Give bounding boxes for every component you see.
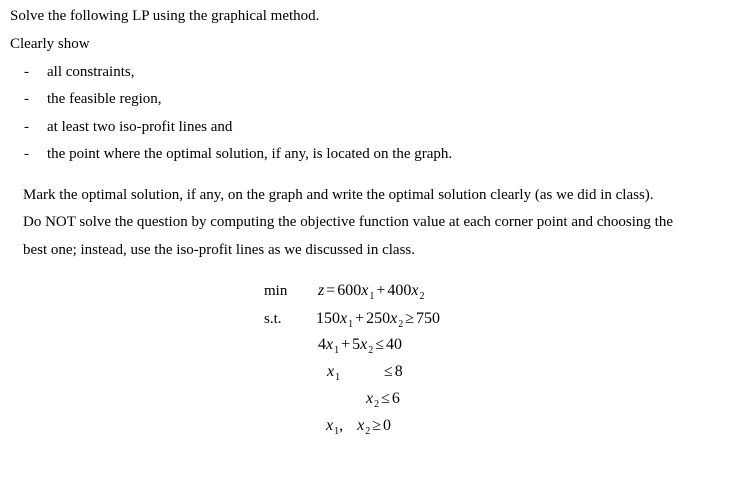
constraint-3-variable [327, 363, 340, 387]
plus-sign: + [355, 310, 365, 327]
variable: x [340, 310, 348, 327]
intro-line-2: Clearly show [10, 36, 90, 52]
bullet-dash: - [24, 91, 29, 107]
list-item: the feasible region, [47, 91, 162, 107]
coefficient: 5 [352, 336, 361, 353]
subscript: 1 [348, 319, 354, 330]
intro-line-1: Solve the following LP using the graphical method. [10, 8, 320, 24]
subscript: 2 [419, 291, 425, 302]
variable: x [357, 417, 365, 434]
coefficient: 250 [366, 310, 391, 327]
subscript: 1 [369, 291, 375, 302]
coefficient: 600 [337, 282, 362, 299]
variable: x [361, 282, 369, 299]
variable: x [366, 390, 374, 407]
plus-sign: + [376, 282, 386, 299]
constraint-1 [316, 310, 440, 334]
constraints-label: s.t. [264, 311, 282, 327]
coefficient: 4 [318, 336, 326, 353]
variable: x [411, 282, 419, 299]
bullet-dash: - [24, 119, 29, 135]
subscript: 2 [398, 319, 404, 330]
subscript: 2 [365, 426, 371, 437]
rhs-value: 750 [416, 310, 441, 327]
objective-function [318, 282, 425, 306]
coefficient: 400 [387, 282, 412, 299]
inequality-sign: ≥ [372, 417, 381, 434]
variable: x [326, 417, 334, 434]
plus-sign: + [341, 336, 351, 353]
nonnegativity-constraint [326, 417, 391, 441]
list-item: all constraints, [47, 64, 135, 80]
rhs-value: 8 [394, 363, 403, 380]
bullet-dash: - [24, 146, 29, 162]
equals-sign: = [326, 282, 336, 299]
inequality-sign: ≤ [375, 336, 385, 353]
variable: x [326, 336, 334, 353]
bullet-dash: - [24, 64, 29, 80]
instructions-line-3: best one; instead, use the iso-profit lines as we discussed in class. [23, 242, 416, 258]
constraint-2 [318, 336, 402, 360]
subscript: 2 [368, 345, 374, 356]
variable: x [327, 363, 335, 380]
variable: x [360, 336, 368, 353]
variable: x [390, 310, 398, 327]
rhs-value: 40 [386, 336, 403, 353]
subscript: 1 [335, 372, 341, 383]
subscript: 1 [334, 426, 340, 437]
rhs-value: 0 [383, 417, 391, 434]
inequality-sign: ≤ [381, 390, 390, 407]
subscript: 2 [374, 399, 380, 410]
subscript: 1 [334, 345, 340, 356]
rhs-value: 6 [391, 390, 400, 407]
constraint-4 [366, 390, 400, 414]
inequality-sign: ≤ [384, 363, 393, 380]
objective-label: min [264, 283, 288, 299]
list-item: the point where the optimal solution, if any, is located on the graph. [47, 146, 453, 162]
comma: , [339, 417, 344, 434]
objective-variable: z [318, 282, 325, 299]
inequality-sign: ≥ [405, 310, 415, 327]
instructions-line-2: Do NOT solve the question by computing the objective function value at each corner point and choosing the [23, 214, 673, 230]
constraint-3-bound [384, 363, 403, 381]
list-item: at least two iso-profit lines and [47, 119, 233, 135]
instructions-line-1: Mark the optimal solution, if any, on the graph and write the optimal solution clearly (as we did in class). [23, 187, 654, 203]
coefficient: 150 [316, 310, 340, 327]
